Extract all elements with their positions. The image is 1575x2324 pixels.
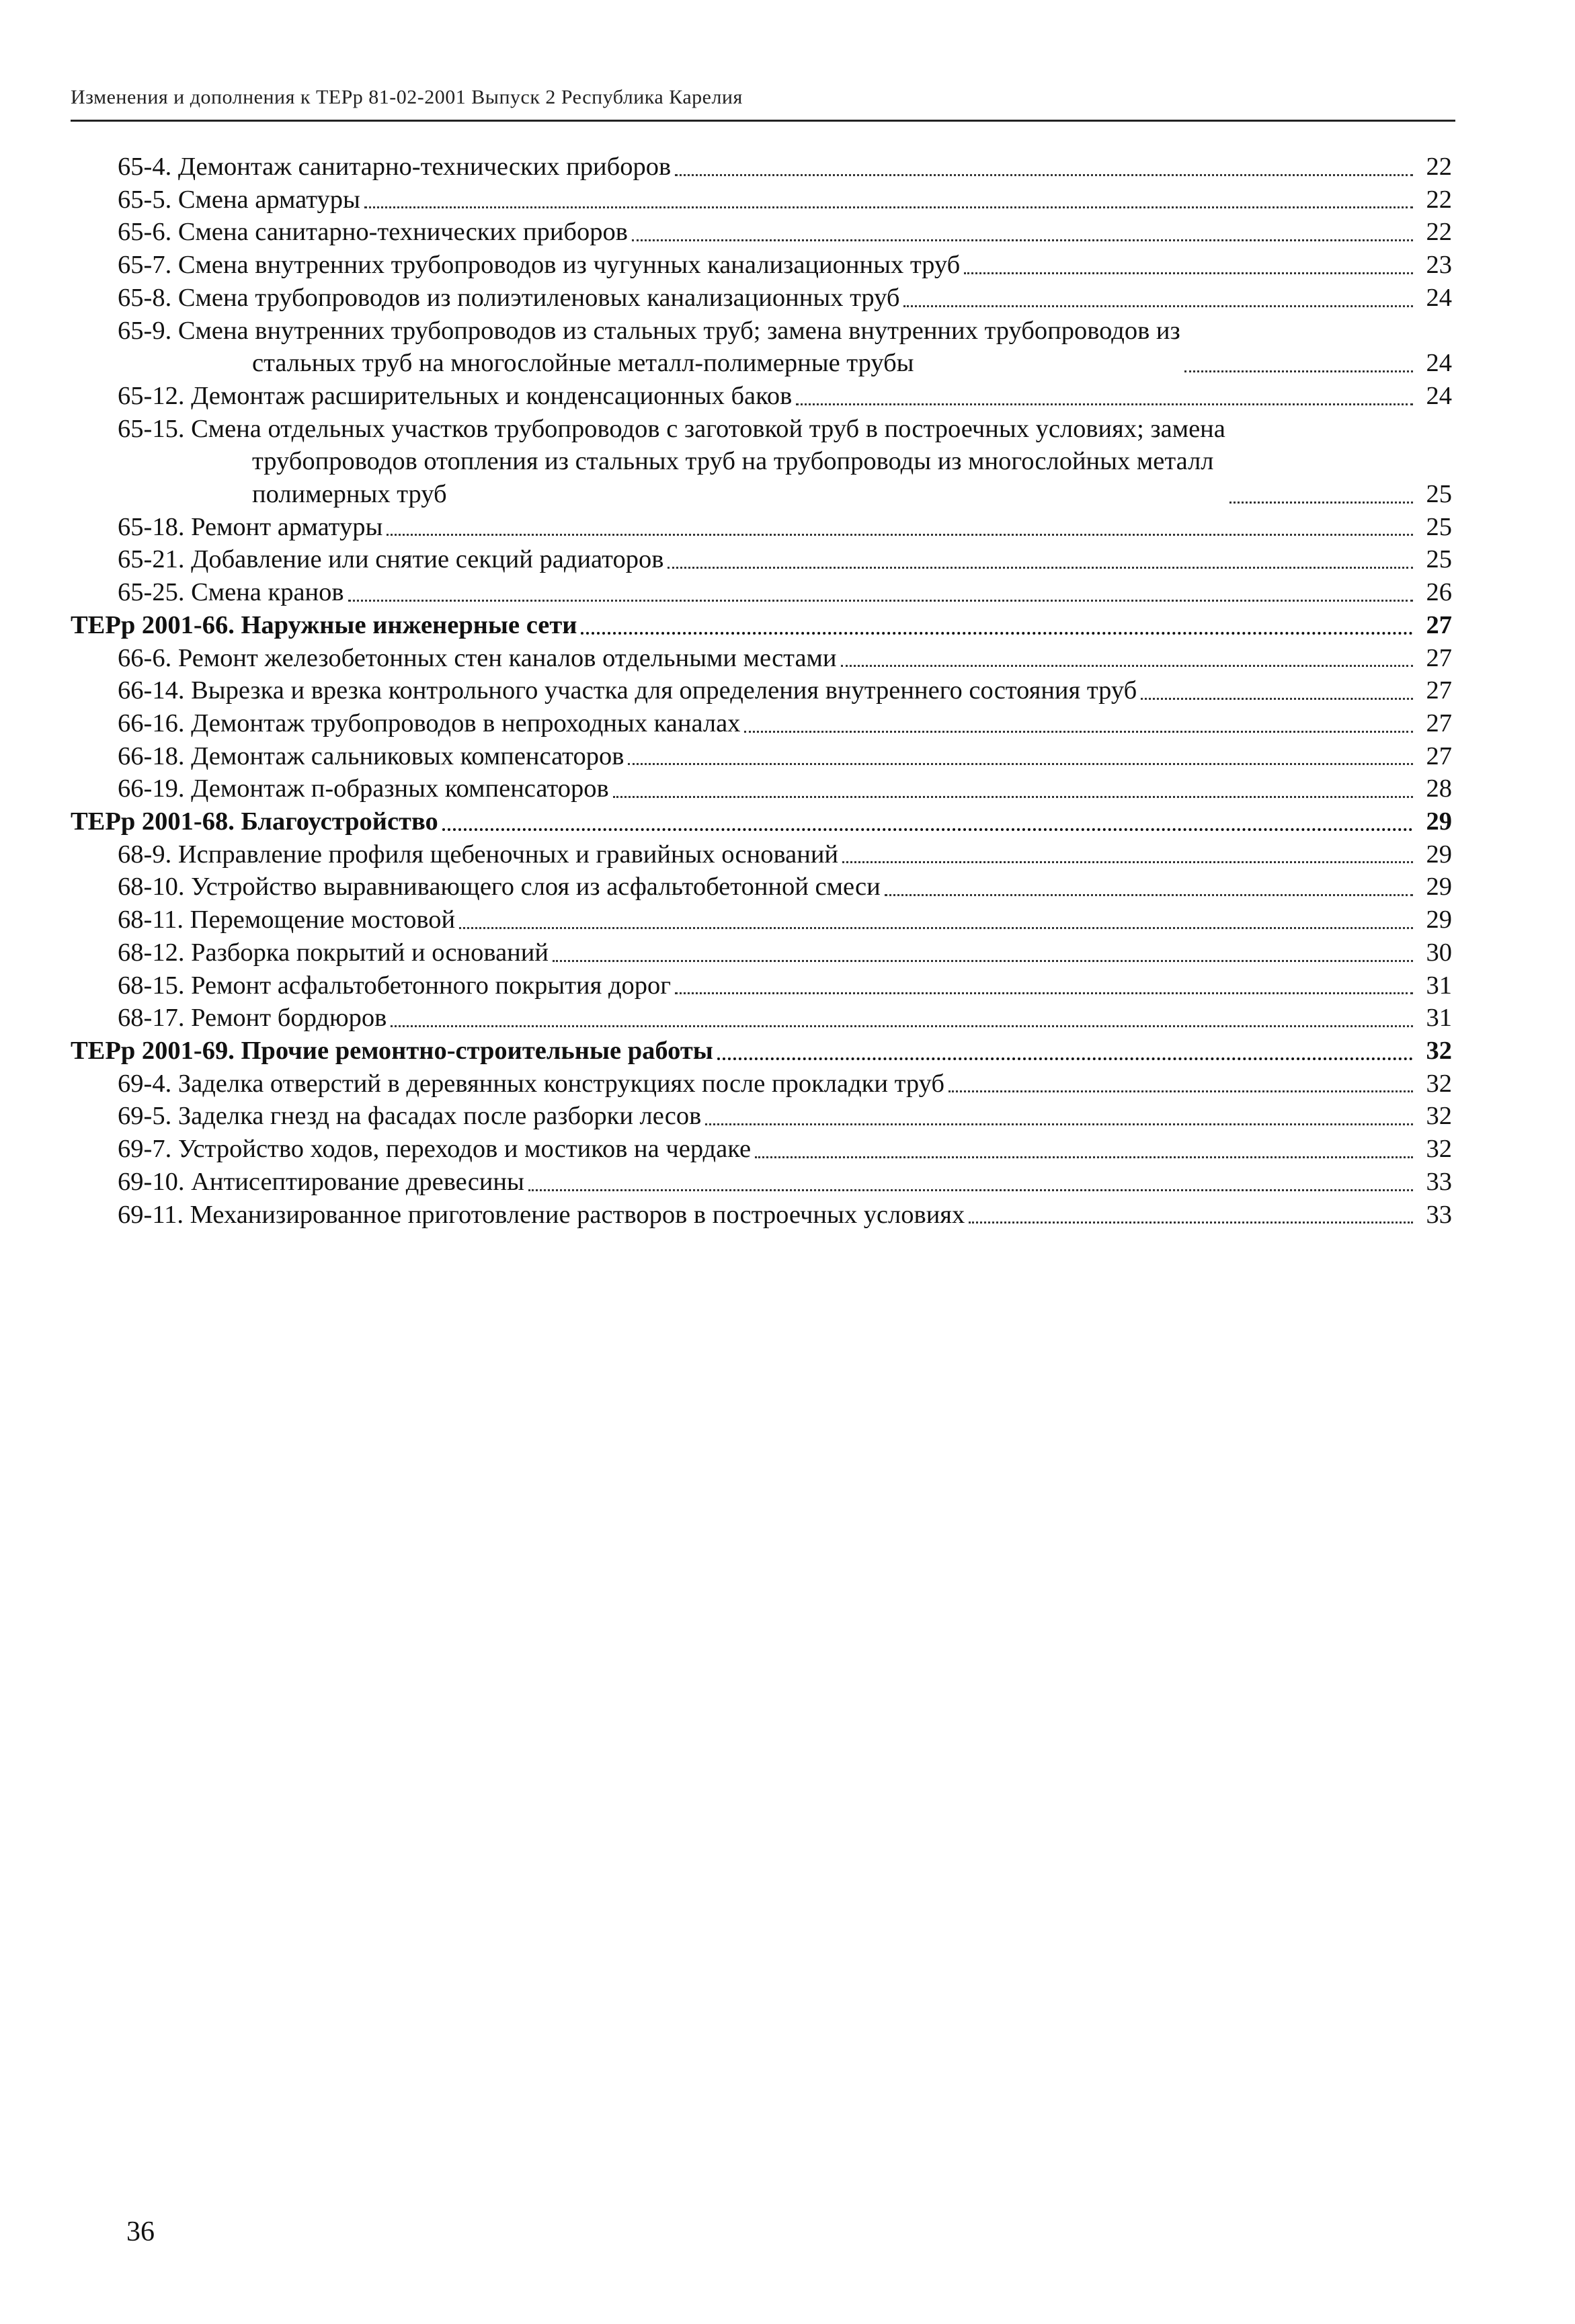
toc-page-number: 25 bbox=[1426, 480, 1452, 509]
toc-entry-title bbox=[118, 1002, 387, 1035]
dot-leader bbox=[528, 1189, 1413, 1191]
toc-entry-title-line: 68-15. Ремонт асфальтобетонного покрытия дорог bbox=[118, 971, 672, 1000]
toc-entry-title-line: 68-9. Исправление профиля щебеночных и гравийных оснований bbox=[118, 840, 839, 869]
toc-page-number: 32 bbox=[1426, 1069, 1452, 1098]
toc-entry bbox=[71, 642, 1452, 675]
toc-entry-title bbox=[118, 936, 549, 969]
toc-entry-title bbox=[118, 740, 624, 773]
toc-entry-title bbox=[118, 838, 838, 871]
toc-page-number: 29 bbox=[1426, 807, 1452, 836]
dot-leader bbox=[387, 534, 1413, 536]
toc-entry-title bbox=[118, 216, 628, 249]
toc-entry bbox=[71, 838, 1452, 871]
toc-entry-title-continuation: трубопроводов отопления из стальных труб на трубопроводы из многослойных металл bbox=[252, 447, 1214, 476]
toc-entry-title-line: 65-4. Демонтаж санитарно-технических приборов bbox=[118, 153, 672, 181]
toc-entry bbox=[71, 871, 1452, 904]
toc-entry-title-line: 65-5. Смена арматуры bbox=[118, 185, 360, 214]
toc-entry-title bbox=[118, 380, 792, 413]
toc-entry-title bbox=[118, 576, 344, 609]
toc-page-number: 33 bbox=[1426, 1167, 1452, 1196]
toc-page-number: 28 bbox=[1426, 774, 1452, 803]
toc-entry-title bbox=[118, 1166, 524, 1199]
toc-page-number: 33 bbox=[1426, 1200, 1452, 1229]
dot-leader bbox=[668, 567, 1413, 569]
toc-entry-title-line: 69-4. Заделка отверстий в деревянных конструкциях после прокладки труб bbox=[118, 1069, 944, 1098]
toc-page-number: 25 bbox=[1426, 512, 1452, 541]
toc-page-number: 27 bbox=[1426, 709, 1452, 737]
toc-entry bbox=[71, 413, 1452, 511]
toc-entry-title-line: 66-6. Ремонт железобетонных стен каналов отдельными местами bbox=[118, 643, 837, 672]
toc-page-number: 24 bbox=[1426, 349, 1452, 378]
toc-entry bbox=[71, 772, 1452, 805]
toc-entry-title-line: 69-7. Устройство ходов, переходов и мостиков на чердаке bbox=[118, 1135, 752, 1164]
toc-entry-title bbox=[118, 969, 671, 1002]
toc-entry-title-line: 66-18. Демонтаж сальниковых компенсаторов bbox=[118, 742, 624, 770]
toc-entry bbox=[71, 380, 1452, 413]
dot-leader bbox=[391, 1025, 1413, 1027]
toc-entry-title bbox=[71, 609, 577, 642]
toc-entry-title-line: 65-7. Смена внутренних трубопроводов из чугунных канализационных труб bbox=[118, 251, 961, 280]
toc-entry-title-line: ТЕРр 2001-66. Наружные инженерные сети bbox=[71, 610, 577, 639]
dot-leader bbox=[903, 305, 1413, 307]
toc-entry bbox=[71, 904, 1452, 936]
toc-entry-title-line: 65-6. Смена санитарно-технических приборов bbox=[118, 218, 628, 247]
toc-entry bbox=[71, 1199, 1452, 1232]
toc-entry-title bbox=[71, 805, 438, 838]
header-rule bbox=[71, 120, 1455, 122]
toc-entry-title-continuation: полимерных труб bbox=[252, 480, 447, 509]
toc-entry-title bbox=[118, 543, 663, 576]
toc-page-number: 24 bbox=[1426, 381, 1452, 410]
toc-page-number: 22 bbox=[1426, 218, 1452, 247]
dot-leader bbox=[964, 272, 1413, 274]
toc-page-number: 22 bbox=[1426, 153, 1452, 181]
toc-section-heading bbox=[71, 1035, 1452, 1068]
dot-leader bbox=[348, 600, 1413, 602]
toc-entry-title-line: ТЕРр 2001-68. Благоустройство bbox=[71, 807, 438, 836]
dot-leader bbox=[675, 174, 1413, 176]
toc-entry-title bbox=[118, 511, 382, 544]
toc-page-number: 27 bbox=[1426, 643, 1452, 672]
toc-entry bbox=[71, 1100, 1452, 1133]
toc-entry bbox=[71, 315, 1452, 380]
toc-page-number: 30 bbox=[1426, 938, 1452, 967]
toc-page-number: 29 bbox=[1426, 906, 1452, 934]
toc-entry-title-line: 65-9. Смена внутренних трубопроводов из стальных труб; замена внутренних трубопроводов из bbox=[118, 316, 1180, 345]
toc-entry bbox=[71, 249, 1452, 282]
toc-page-number: 27 bbox=[1426, 742, 1452, 770]
toc-page-number: 29 bbox=[1426, 840, 1452, 869]
toc-entry bbox=[71, 282, 1452, 315]
toc-entry bbox=[71, 674, 1452, 707]
toc-entry-title bbox=[118, 184, 360, 216]
toc-entry-title-line: 69-11. Механизированное приготовление растворов в построечных условиях bbox=[118, 1200, 965, 1229]
toc-page-number: 22 bbox=[1426, 185, 1452, 214]
toc-entry-title-line: 69-5. Заделка гнезд на фасадах после разборки лесов bbox=[118, 1102, 702, 1131]
toc-entry-title-line: 69-10. Антисептирование древесины bbox=[118, 1167, 524, 1196]
toc-page-number: 31 bbox=[1426, 1004, 1452, 1033]
dot-leader bbox=[442, 828, 1413, 831]
toc-entry bbox=[71, 184, 1452, 216]
toc-entry-title-line: 68-11. Перемощение мостовой bbox=[118, 906, 456, 934]
toc-page-number: 27 bbox=[1426, 610, 1452, 639]
toc-page-number: 24 bbox=[1426, 283, 1452, 312]
toc-entry-title bbox=[118, 413, 1225, 511]
toc-entry bbox=[71, 543, 1452, 576]
dot-leader bbox=[553, 960, 1413, 962]
toc-entry-title bbox=[118, 904, 455, 936]
toc-entry-title bbox=[118, 1068, 944, 1100]
toc-entry bbox=[71, 740, 1452, 773]
toc-entry bbox=[71, 707, 1452, 740]
page-number: 36 bbox=[126, 2216, 155, 2247]
dot-leader bbox=[744, 731, 1413, 733]
dot-leader bbox=[628, 763, 1413, 765]
toc-entry-title bbox=[118, 1133, 751, 1166]
toc-entry-title-line: 68-12. Разборка покрытий и оснований bbox=[118, 938, 549, 967]
toc-page-number: 23 bbox=[1426, 251, 1452, 280]
dot-leader bbox=[717, 1057, 1413, 1060]
dot-leader bbox=[613, 796, 1413, 798]
toc-entry bbox=[71, 969, 1452, 1002]
toc-entry bbox=[71, 1002, 1452, 1035]
dot-leader bbox=[581, 632, 1413, 635]
dot-leader bbox=[1141, 698, 1413, 700]
dot-leader bbox=[675, 992, 1413, 994]
toc-section-heading bbox=[71, 609, 1452, 642]
toc-entry-title-continuation: стальных труб на многослойные металл-полимерные трубы bbox=[252, 349, 914, 378]
toc-entry bbox=[71, 151, 1452, 184]
dot-leader bbox=[796, 403, 1413, 405]
toc-entry-title bbox=[118, 315, 1180, 380]
dot-leader bbox=[948, 1090, 1413, 1092]
toc-entry-title bbox=[118, 772, 609, 805]
dot-leader bbox=[1184, 370, 1413, 372]
toc-entry-title-line: 65-18. Ремонт арматуры bbox=[118, 512, 383, 541]
dot-leader bbox=[364, 206, 1413, 208]
toc-entry-title bbox=[118, 151, 671, 184]
toc-entry-title-line: 65-25. Смена кранов bbox=[118, 578, 344, 607]
toc-entry bbox=[71, 511, 1452, 544]
toc-entry bbox=[71, 576, 1452, 609]
dot-leader bbox=[1229, 502, 1413, 504]
toc-entry-title bbox=[71, 1035, 713, 1068]
toc-page-number: 32 bbox=[1426, 1102, 1452, 1131]
toc-entry-title-line: 66-16. Демонтаж трубопроводов в непроходных каналах bbox=[118, 709, 741, 737]
toc-entry bbox=[71, 216, 1452, 249]
toc-entry bbox=[71, 936, 1452, 969]
toc-entry bbox=[71, 1133, 1452, 1166]
toc-entry-title bbox=[118, 1100, 701, 1133]
table-of-contents bbox=[71, 151, 1452, 1231]
toc-entry-title-line: 65-21. Добавление или снятие секций радиаторов bbox=[118, 545, 664, 574]
dot-leader bbox=[969, 1221, 1413, 1224]
toc-entry bbox=[71, 1068, 1452, 1100]
toc-entry-title bbox=[118, 249, 960, 282]
toc-entry-title-line: 65-12. Демонтаж расширительных и конденсационных баков bbox=[118, 381, 793, 410]
dot-leader bbox=[885, 894, 1413, 896]
running-header: Изменения и дополнения к ТЕРр 81-02-2001 Выпуск 2 Республика Карелия bbox=[71, 86, 743, 108]
toc-entry-title bbox=[118, 642, 837, 675]
dot-leader bbox=[459, 927, 1413, 929]
toc-entry-title-line: 66-19. Демонтаж п-образных компенсаторов bbox=[118, 774, 609, 803]
toc-page-number: 32 bbox=[1426, 1135, 1452, 1164]
toc-entry-title-line: ТЕРр 2001-69. Прочие ремонтно-строительные работы bbox=[71, 1036, 713, 1065]
toc-page-number: 25 bbox=[1426, 545, 1452, 574]
dot-leader bbox=[705, 1123, 1413, 1125]
toc-page-number: 29 bbox=[1426, 873, 1452, 901]
dot-leader bbox=[842, 861, 1413, 863]
toc-section-heading bbox=[71, 805, 1452, 838]
dot-leader bbox=[755, 1156, 1413, 1158]
toc-entry-title-line: 65-8. Смена трубопроводов из полиэтиленовых канализационных труб bbox=[118, 283, 900, 312]
toc-page-number: 32 bbox=[1426, 1036, 1452, 1065]
toc-entry-title bbox=[118, 707, 740, 740]
dot-leader bbox=[841, 665, 1413, 667]
toc-page-number: 27 bbox=[1426, 676, 1452, 705]
toc-entry-title bbox=[118, 282, 899, 315]
toc-entry-title-line: 66-14. Вырезка и врезка контрольного участка для определения внутреннего состояния труб bbox=[118, 676, 1137, 705]
toc-entry bbox=[71, 1166, 1452, 1199]
toc-entry-title bbox=[118, 1199, 965, 1232]
toc-entry-title bbox=[118, 871, 881, 904]
toc-page-number: 26 bbox=[1426, 578, 1452, 607]
toc-entry-title-line: 68-17. Ремонт бордюров bbox=[118, 1004, 387, 1033]
toc-entry-title-line: 65-15. Смена отдельных участков трубопроводов с заготовкой труб в построечных условиях; замена bbox=[118, 414, 1225, 443]
toc-page-number: 31 bbox=[1426, 971, 1452, 1000]
toc-entry-title bbox=[118, 674, 1137, 707]
dot-leader bbox=[632, 239, 1413, 241]
toc-entry-title-line: 68-10. Устройство выравнивающего слоя из асфальтобетонной смеси bbox=[118, 873, 881, 901]
